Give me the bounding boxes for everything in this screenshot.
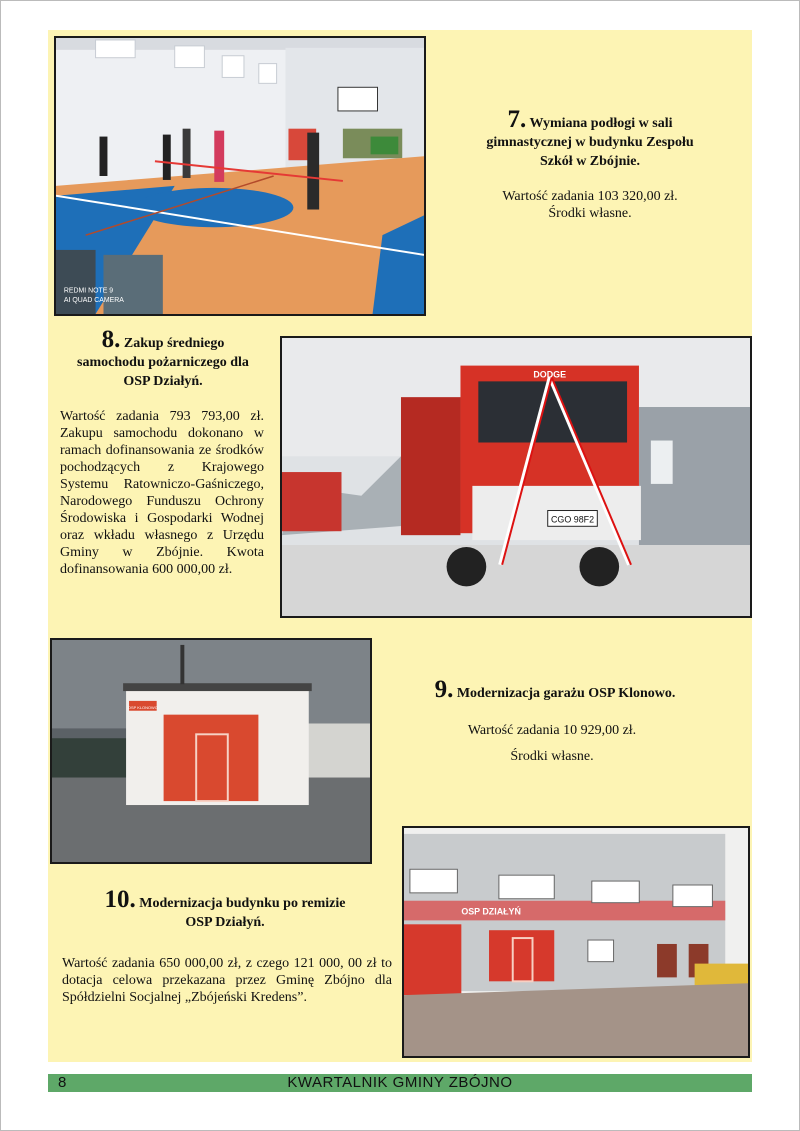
truck-brand-label: DODGE [533, 369, 567, 380]
section-8-number: 8. [101, 326, 121, 353]
section-9-title [390, 676, 720, 703]
section-10-body: Wartość zadania 650 000,00 zł, z czego 121 000, 00 zł to dotacja celowa przekazana przez Gminę Zbójno dla Spółdzielni Socjalnej „Zbójeński Kredens”. [62, 956, 392, 1005]
footer-bar [48, 1074, 752, 1092]
section-9-title-text: Modernizacja garażu OSP Klonowo. [456, 686, 676, 701]
section-8-title-line-1: Zakup średniego [123, 336, 225, 351]
section-7-number: 7. [507, 106, 527, 133]
section-9-value: Wartość zadania 10 929,00 zł. [467, 723, 637, 738]
section-8-title [54, 326, 272, 391]
truck-license-plate: CGO 98F2 [550, 514, 595, 525]
garage-photo [50, 638, 372, 864]
section-8-title-line-3: OSP Działyń. [123, 374, 203, 389]
gym-floor-photo [54, 36, 426, 316]
watermark-line-1: REDMI NOTE 9 [63, 287, 114, 295]
section-10-number: 10. [104, 886, 136, 913]
section-8-body: Wartość zadania 793 793,00 zł. Zakupu samochodu dokonano w ramach dofinansowania ze środków pochodzących z Krajowego Systemu Ratowniczo-Gaśniczego, Narodowego Funduszu Ochrony Środowiska i Gospodarki Wodnej oraz wkładu własnego z Urzędu Gminy w Zbójnie. Kwota dofinansowania 600 000,00 zł. [60, 409, 264, 577]
section-10-title-line-1: Modernizacja budynku po remizie [139, 896, 346, 911]
garage-sign: OSP KLONOWO [127, 704, 158, 710]
section-7-title-line-1: Wymiana podłogi w sali [529, 116, 673, 131]
section-10-title [60, 886, 390, 932]
section-8-title-line-2: samochodu pożarniczego dla [77, 355, 249, 370]
fire-station-building-photo [402, 826, 750, 1058]
publication-title: KWARTALNIK GMINY ZBÓJNO [287, 1074, 513, 1091]
section-7-title-line-3: Szkół w Zbójnie. [540, 154, 640, 169]
section-7-value: Wartość zadania 103 320,00 zł. [502, 189, 678, 204]
section-9-funding: Środki własne. [510, 749, 594, 764]
fire-truck-photo [280, 336, 752, 618]
section-10-title-line-2: OSP Działyń. [185, 915, 265, 930]
section-7-body [440, 188, 740, 222]
section-7-funding: Środki własne. [548, 206, 632, 221]
section-9-number: 9. [434, 676, 454, 703]
building-sign: OSP DZIAŁYŃ [461, 906, 521, 917]
watermark-line-2: AI QUAD CAMERA [63, 297, 124, 305]
section-9-body [380, 718, 724, 770]
page-number: 8 [58, 1074, 67, 1091]
section-7-title-line-2: gimnastycznej w budynku Zespołu [486, 135, 694, 150]
section-7-title [440, 106, 740, 171]
